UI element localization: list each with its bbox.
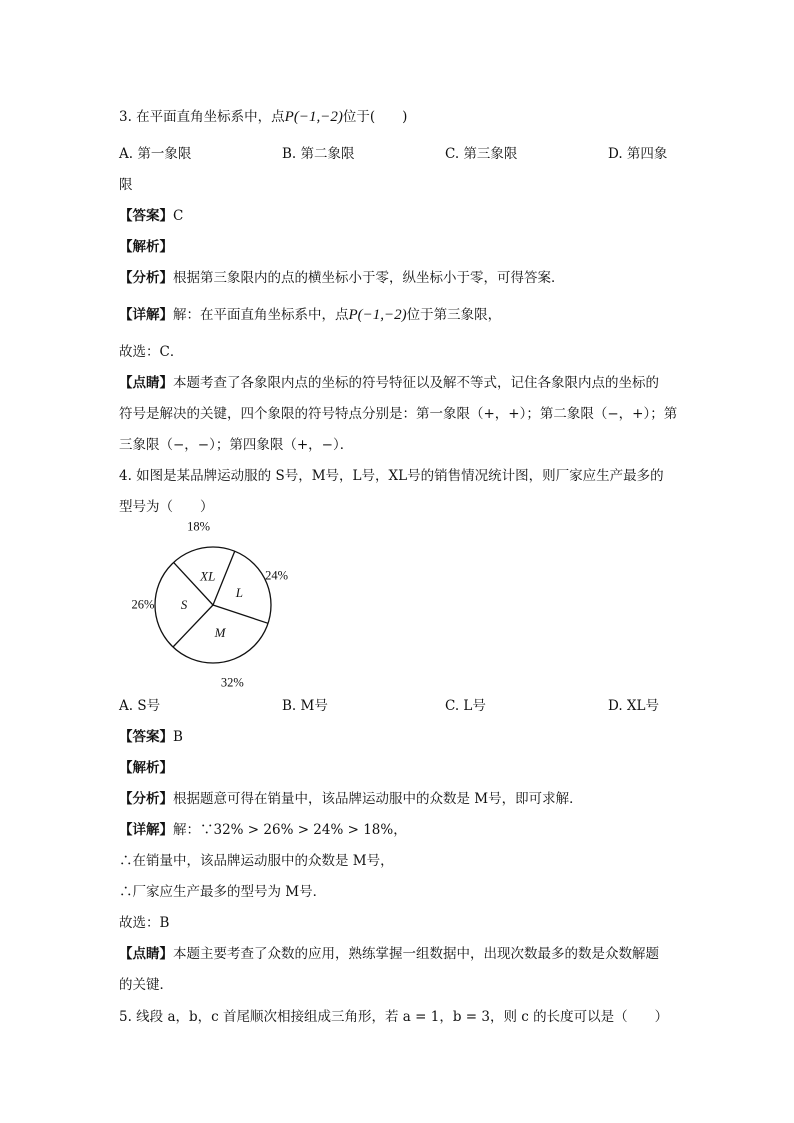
pie-divider-s [173,605,213,647]
q3-stem-pre: 3. 在平面直角坐标系中，点 [119,109,285,125]
q3-answer-value: C [173,208,184,224]
q4-answer [119,727,183,747]
q3-guxuan: 故选：C． [119,344,184,360]
pie-value-label-s: 26% [131,597,155,612]
q3-xiangjie [119,305,501,325]
pie-slices [155,547,271,663]
q3-answer-tag: 【答案】 [119,208,173,224]
q3-option-a: A. 第一象限 [119,146,192,162]
q3-option-b: B. 第二象限 [282,146,355,162]
q4-dianjing-1 [119,944,659,964]
q3-dianjing-text-1: 本题考查了各象限内点的坐标的符号特征以及解不等式，记住各象限内点的坐标的 [173,375,659,391]
q3-dianjing-2: 符号是解决的关键，四个象限的符号特点分别是：第一象限（+，+）；第二象限（−，+）；第 [119,406,678,422]
q4-dianjing-2: 的关键． [119,977,173,993]
q4-option-a: A. S号 [119,698,161,714]
pie-chart [110,522,320,692]
q3-option-d: D. 第四象 [608,146,668,162]
q3-fenxi [119,268,565,288]
q4-option-c: C. L号 [445,698,486,714]
q4-answer-tag: 【答案】 [119,729,173,745]
q4-answer-value: B [173,729,183,745]
q3-dianjing-3: 三象限（−，−）；第四象限（+，−）． [119,437,354,453]
q3-xiangjie-post: 位于第三象限， [406,307,502,323]
q3-xiangjie-tag: 【详解】 [119,307,173,323]
q3-answer [119,206,183,226]
pie-value-label-m: 32% [220,675,244,690]
q3-stem [119,107,407,127]
q4-guxuan: 故选：B [119,915,170,931]
q4-dianjing-tag: 【点睛】 [119,946,173,962]
q4-analysis-tag: 【解析】 [119,760,173,776]
pie-slice-label-l: L [235,584,243,600]
pie-slice-label-xl: XL [200,568,216,584]
q5-stem: 5. 线段 a，b，c 首尾顺次相接组成三角形，若 a = 1，b = 3，则 c 的长度可以是（ ） [119,1009,669,1025]
q4-line-3: ∴厂家应生产最多的型号为 M号． [119,884,327,900]
q4-fenxi-tag: 【分析】 [119,791,173,807]
q4-dianjing-text-1: 本题主要考查了众数的应用，熟练掌握一组数据中，出现次数最多的数是众数解题 [173,946,659,962]
q3-point: P(−1,−2) [284,109,343,125]
q4-fenxi [119,789,583,809]
q4-option-b: B. M号 [282,698,328,714]
q4-fenxi-text: 根据题意可得在销量中，该品牌运动服中的众数是 M号，即可求解． [173,791,583,807]
q3-fenxi-text: 根据第三象限内的点的横坐标小于零，纵坐标小于零，可得答案． [173,270,565,286]
q3-analysis-tag: 【解析】 [119,239,173,255]
q3-fenxi-tag: 【分析】 [119,270,173,286]
q3-dianjing-tag: 【点睛】 [119,375,173,391]
q3-xiangjie-point: P(−1,−2) [348,307,407,323]
q4-xiangjie-tag: 【详解】 [119,822,173,838]
q4-xiangjie [119,820,407,840]
pie-value-label-xl: 18% [187,522,211,534]
q4-line-2: ∴在销量中，该品牌运动服中的众数是 M号， [119,853,394,869]
pie-value-label-l: 24% [265,568,289,583]
q3-xiangjie-pre: 解：在平面直角坐标系中，点 [173,307,349,323]
q3-stem-post: 位于( ) [342,109,408,125]
pie-slice-label-s: S [180,596,188,612]
q3-option-c: C. 第三象限 [445,146,518,162]
q4-option-d: D. XL号 [608,698,660,714]
q3-dianjing-1 [119,373,659,393]
pie-divider-l [213,551,235,605]
q4-stem-1: 4. 如图是某品牌运动服的 S号，M号，L号，XL号的销售情况统计图，则厂家应生产最多的 [119,468,664,484]
q3-option-wrap: 限 [119,177,133,193]
q4-xiangjie-text: 解：∵32% > 26% > 24% > 18%， [173,822,407,838]
pie-slice-label-m: M [214,625,226,641]
q4-stem-2: 型号为（ ） [119,499,214,515]
pie-divider-m [213,605,268,623]
